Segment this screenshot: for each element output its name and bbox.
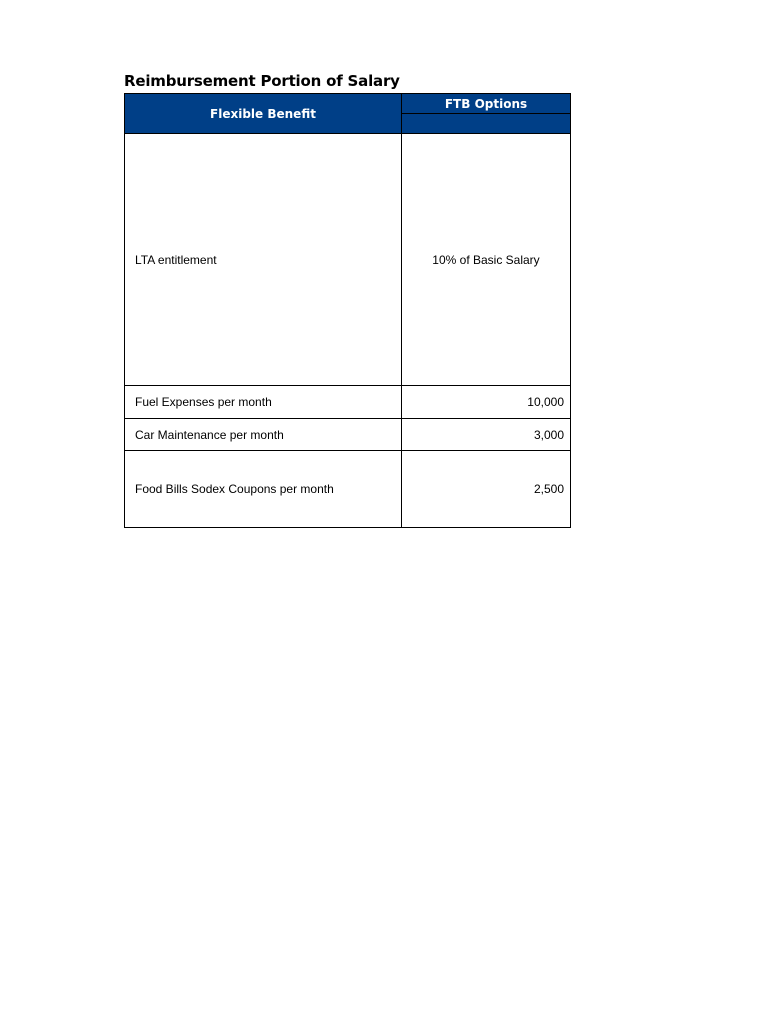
row-label: LTA entitlement <box>125 134 402 386</box>
table-row <box>125 419 571 451</box>
table-row <box>125 386 571 419</box>
row-value: 10,000 <box>402 386 571 419</box>
document-title: Reimbursement Portion of Salary <box>124 72 400 90</box>
table-row <box>125 451 571 528</box>
table-header-row <box>125 94 571 114</box>
benefits-table <box>124 93 571 528</box>
row-label: Food Bills Sodex Coupons per month <box>125 451 402 528</box>
row-value: 3,000 <box>402 419 571 451</box>
header-flexible-benefit: Flexible Benefit <box>125 94 402 134</box>
row-label: Fuel Expenses per month <box>125 386 402 419</box>
row-value: 10% of Basic Salary <box>402 134 571 386</box>
row-label: Car Maintenance per month <box>125 419 402 451</box>
header-ftb-options: FTB Options <box>402 94 571 114</box>
table-row <box>125 134 571 386</box>
row-value: 2,500 <box>402 451 571 528</box>
header-ftb-options-sub <box>402 114 571 134</box>
